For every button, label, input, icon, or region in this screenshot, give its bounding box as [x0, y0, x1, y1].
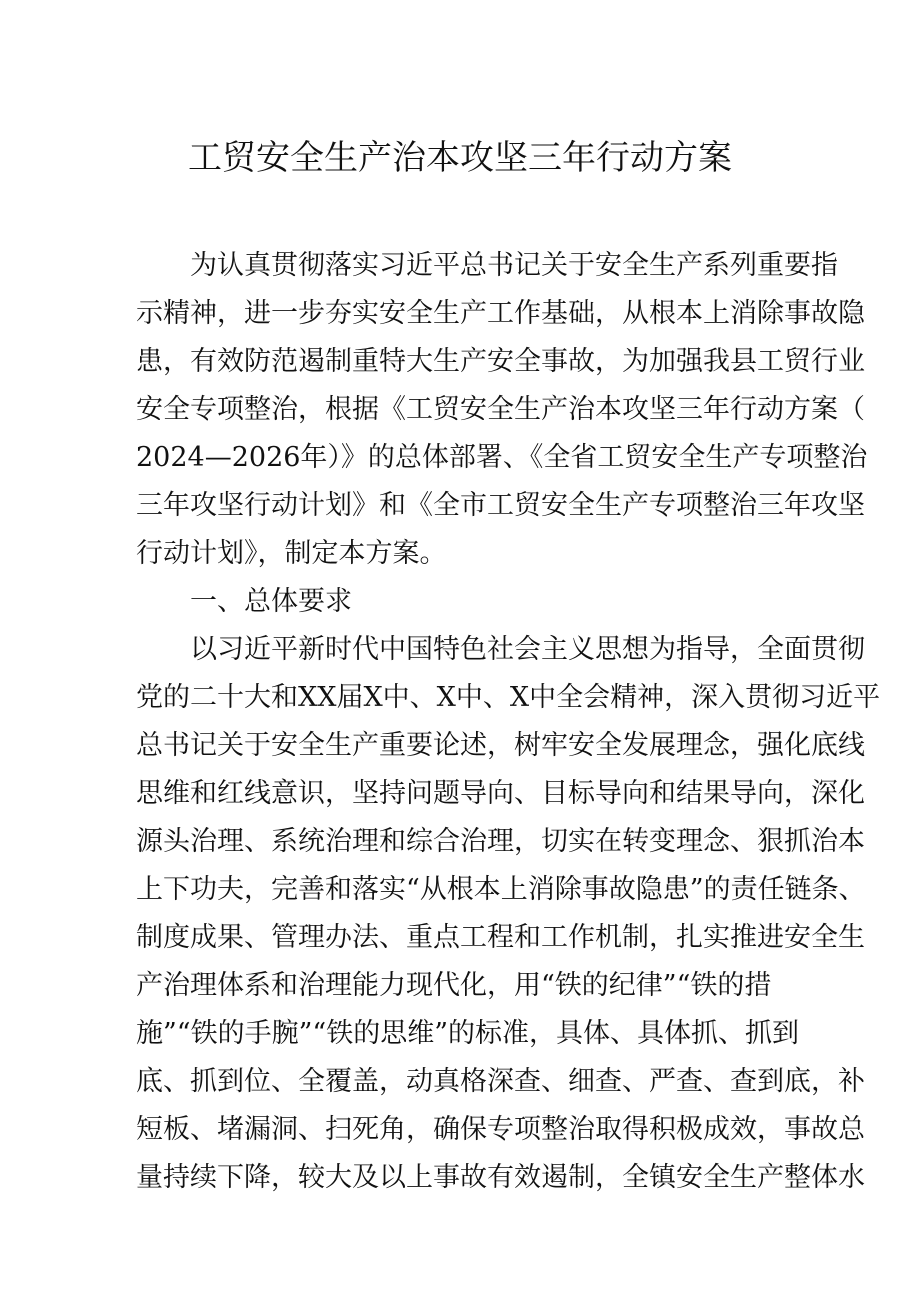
paragraph-line: 总书记关于安全生产重要论述，树牢安全发展理念，强化底线: [136, 730, 865, 761]
paragraph-line: 思维和红线意识，坚持问题导向、目标导向和结果导向，深化: [136, 778, 865, 809]
paragraph-line: 源头治理、系统治理和综合治理，切实在转变理念、狠抓治本: [136, 826, 865, 857]
paragraph-line: 示精神，进一步夯实安全生产工作基础，从根本上消除事故隐: [136, 298, 865, 329]
section-heading: 一、总体要求: [190, 586, 352, 617]
document-title: 工贸安全生产治本攻坚三年行动方案: [188, 138, 732, 178]
paragraph-line: 短板、堵漏洞、扫死角，确保专项整治取得积极成效，事故总: [136, 1114, 865, 1145]
paragraph-line: 制度成果、管理办法、重点工程和工作机制，扎实推进安全生: [136, 922, 865, 953]
paragraph-line: 2024—2026年）》的总体部署、《全省工贸安全生产专项整治: [136, 442, 868, 473]
paragraph-line: 施”“铁的手腕”“铁的思维”的标准，具体、具体抓、抓到: [136, 1018, 800, 1049]
paragraph-line: 产治理体系和治理能力现代化，用“铁的纪律”“铁的措: [136, 970, 772, 1001]
paragraph-line: 行动计划》，制定本方案。: [136, 538, 447, 569]
paragraph-line: 患，有效防范遏制重特大生产安全事故，为加强我县工贸行业: [136, 346, 865, 377]
paragraph-line: 底、抓到位、全覆盖，动真格深查、细查、严查、查到底，补: [136, 1066, 865, 1097]
paragraph-line: 党的二十大和XX届X中、X中、X中全会精神，深入贯彻习近平: [136, 682, 881, 713]
paragraph-line: 安全专项整治，根据《工贸安全生产治本攻坚三年行动方案（: [136, 394, 865, 425]
paragraph-line: 为认真贯彻落实习近平总书记关于安全生产系列重要指: [190, 250, 838, 281]
paragraph-line: 以习近平新时代中国特色社会主义思想为指导，全面贯彻: [190, 634, 865, 665]
paragraph-line: 上下功夫，完善和落实“从根本上消除事故隐患”的责任链条、: [136, 874, 866, 905]
paragraph-line: 三年攻坚行动计划》和《全市工贸安全生产专项整治三年攻坚: [136, 490, 865, 521]
paragraph-line: 量持续下降，较大及以上事故有效遏制，全镇安全生产整体水: [136, 1162, 865, 1193]
